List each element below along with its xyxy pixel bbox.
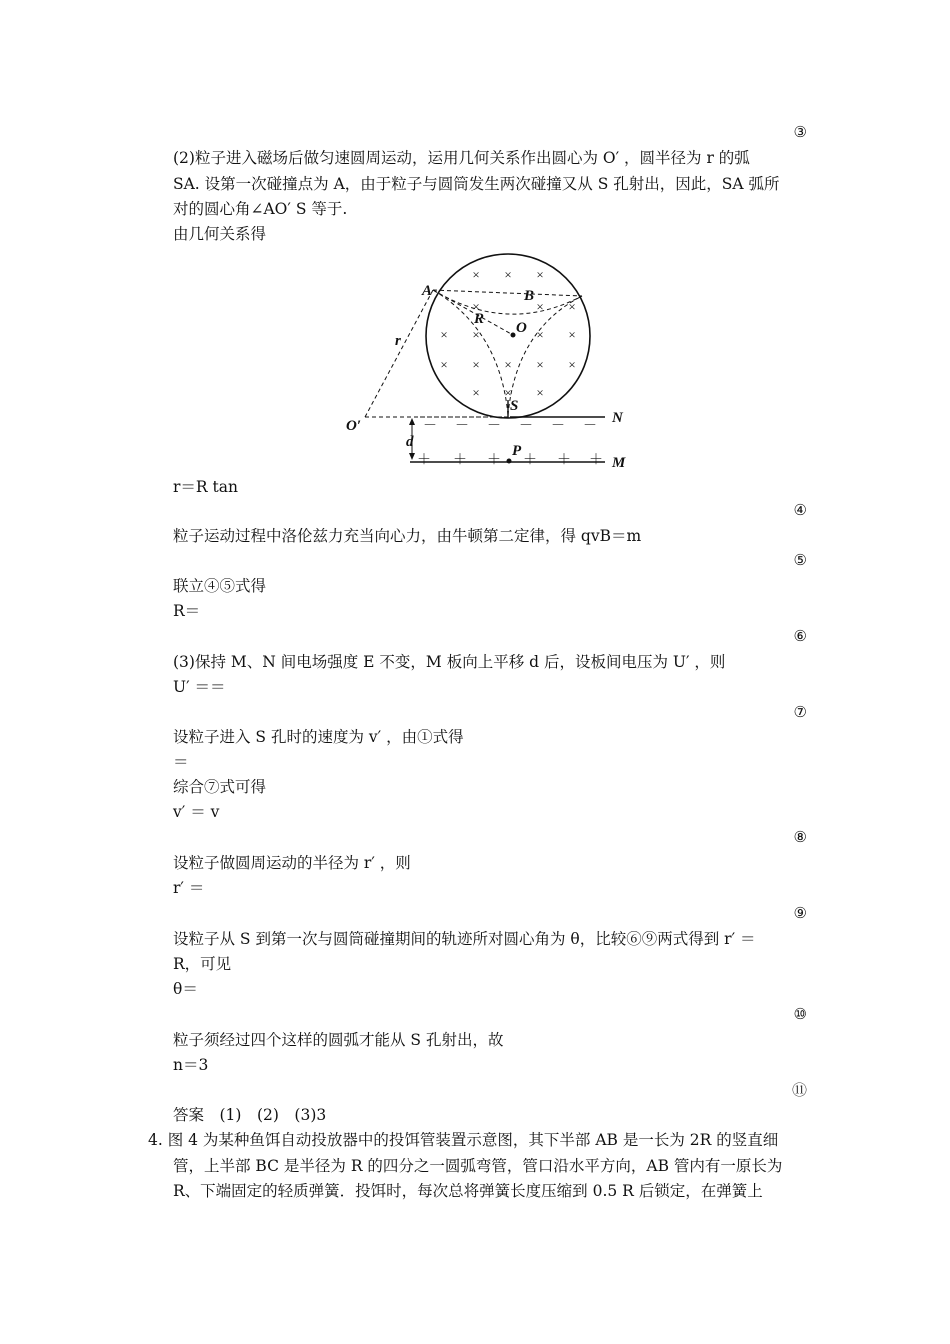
magnetic-field-diagram: [340, 250, 640, 475]
speed-line: 设粒子进入 S 孔时的速度为 v′ ，由①式得: [173, 728, 464, 746]
angle-line-1: 设粒子从 S 到第一次与圆筒碰撞期间的轨迹所对圆心角为 θ，比较⑥⑨两式得到 r′ ＝: [173, 930, 756, 948]
svg-text:×: ×: [472, 327, 480, 342]
eq-R: R＝: [173, 602, 201, 620]
radius-line: 设粒子做圆周运动的半径为 r′ ，则: [173, 854, 411, 872]
equation-number-10: ⑩: [793, 1005, 807, 1023]
svg-text:×: ×: [536, 385, 544, 400]
eq-r2: r′ ＝: [173, 879, 205, 897]
label-R: R: [474, 311, 485, 327]
svg-text:＋: ＋: [523, 453, 537, 468]
part2-line-1: (2)粒子进入磁场后做匀速圆周运动，运用几何关系作出圆心为 O′ ，圆半径为 r 的弧: [173, 149, 750, 167]
arcs-line: 粒子须经过四个这样的圆弧才能从 S 孔射出，故: [173, 1031, 504, 1049]
combine7-line: 综合⑦式可得: [173, 778, 267, 796]
svg-text:×: ×: [536, 357, 544, 372]
svg-text:＋: ＋: [453, 453, 467, 468]
label-O: O: [516, 320, 527, 336]
label-d: d: [406, 434, 414, 450]
equation-number-5: ⑤: [793, 551, 807, 569]
svg-text:×: ×: [504, 357, 512, 372]
svg-text:×: ×: [568, 327, 576, 342]
equation-number-7: ⑦: [793, 703, 807, 721]
question4-line-1: 4. 图 4 为某种鱼饵自动投放器中的投饵管装置示意图，其下半部 AB 是一长为 2R 的竖直细: [148, 1131, 779, 1149]
svg-text:×: ×: [440, 327, 448, 342]
svg-text:×: ×: [472, 357, 480, 372]
question4-line-2: 管，上半部 BC 是半径为 R 的四分之一圆弧弯管，管口沿水平方向，AB 管内有一原长为: [173, 1157, 783, 1175]
part2-line-2: SA. 设第一次碰撞点为 A，由于粒子与圆筒发生两次碰撞又从 S 孔射出，因此，SA 弧所: [173, 175, 780, 193]
svg-text:＋: ＋: [589, 453, 603, 468]
equation-number-11: ⑪: [791, 1081, 807, 1099]
eq-n: n＝3: [173, 1056, 209, 1074]
part2-line-3: 对的圆心角∠AO′ S 等于.: [173, 200, 348, 218]
equation-number-3: ③: [793, 123, 807, 141]
svg-text:－: －: [583, 419, 597, 434]
svg-text:×: ×: [536, 267, 544, 282]
label-P: P: [512, 443, 522, 459]
question4-line-3: R、下端固定的轻质弹簧．投饵时，每次总将弹簧长度压缩到 0.5 R 后锁定，在弹簧上: [173, 1182, 763, 1200]
equation-number-8: ⑧: [793, 828, 807, 846]
equation-number-4: ④: [793, 501, 807, 519]
part2-line-4: 由几何关系得: [173, 225, 267, 243]
angle-line-2: R，可见: [173, 955, 232, 973]
svg-text:×: ×: [504, 385, 512, 400]
part3-line-1: (3)保持 M、N 间电场强度 E 不变，M 板向上平移 d 后，设板间电压为 U′ ，则: [173, 653, 726, 671]
equation-number-6: ⑥: [793, 627, 807, 645]
svg-text:－: －: [455, 419, 469, 434]
combine-line: 联立④⑤式得: [173, 577, 267, 595]
lorentz-line: 粒子运动过程中洛伦兹力充当向心力，由牛顿第二定律，得 qvB＝m: [173, 527, 642, 545]
label-B: B: [524, 288, 535, 304]
equation-number-9: ⑨: [793, 904, 807, 922]
svg-text:×: ×: [472, 267, 480, 282]
svg-text:×: ×: [568, 299, 576, 314]
svg-text:－: －: [551, 419, 565, 434]
label-M: M: [612, 455, 626, 471]
answer-line: 答案 (1) (2) (3)3: [173, 1106, 327, 1124]
label-S: S: [510, 398, 519, 414]
svg-text:－: －: [423, 419, 437, 434]
svg-text:＋: ＋: [557, 453, 571, 468]
svg-text:×: ×: [568, 357, 576, 372]
svg-text:×: ×: [536, 299, 544, 314]
svg-text:×: ×: [472, 299, 480, 314]
svg-text:－: －: [519, 419, 533, 434]
svg-text:＋: ＋: [417, 453, 431, 468]
svg-text:＋: ＋: [487, 453, 501, 468]
svg-text:×: ×: [472, 385, 480, 400]
label-A: A: [422, 283, 433, 299]
svg-text:×: ×: [536, 327, 544, 342]
label-r: r: [395, 333, 401, 349]
eq-theta: θ＝: [173, 980, 198, 998]
svg-text:×: ×: [440, 357, 448, 372]
label-O-prime: O′: [346, 418, 362, 434]
eq-v: v′ ＝ v: [173, 803, 220, 821]
part3-line-2: U′ ＝＝: [173, 678, 226, 696]
eq-speed: ＝: [173, 753, 189, 771]
eq-r: r＝R tan: [173, 478, 238, 496]
svg-text:×: ×: [504, 267, 512, 282]
svg-text:－: －: [487, 419, 501, 434]
label-N: N: [612, 410, 623, 426]
